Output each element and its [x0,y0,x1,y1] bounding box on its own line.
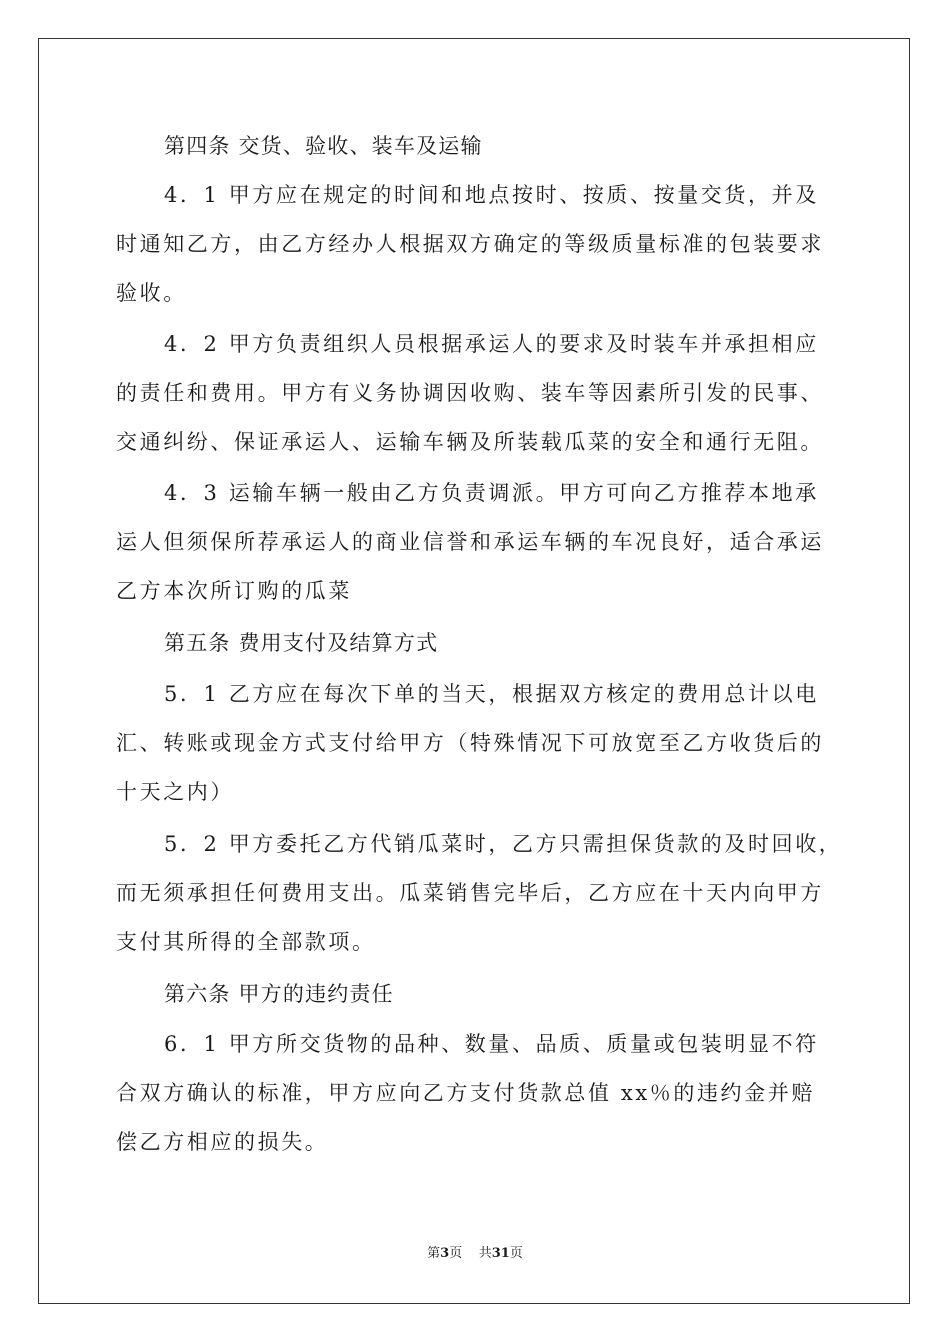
paragraph-line: 汇、转账或现金方式支付给甲方（特殊情况下可放宽至乙方收货后的 [116,731,824,755]
section-heading-4: 第四条 交货、验收、装车及运输 [164,134,483,158]
paragraph-line: 4．3 运输车辆一般由乙方负责调派。甲方可向乙方推荐本地承 [164,481,819,505]
paragraph-line: 十天之内） [116,780,234,804]
paragraph-line: 时通知乙方，由乙方经办人根据双方确定的等级质量标准的包装要求 [116,232,824,256]
paragraph-line: 合双方确认的标准，甲方应向乙方支付货款总值 xx％的违约金并赔 [116,1081,815,1105]
paragraph-line: 交通纠纷、保证承运人、运输车辆及所装载瓜菜的安全和通行无阻。 [116,430,824,454]
paragraph-line: 乙方本次所订购的瓜菜 [116,579,352,603]
paragraph-line: 4．1 甲方应在规定的时间和地点按时、按质、按量交货，并及 [164,183,819,207]
paragraph-line: 6．1 甲方所交货物的品种、数量、品质、质量或包装明显不符 [164,1032,819,1056]
paragraph-line: 支付其所得的全部款项。 [116,930,376,954]
total-prefix: 共 [478,1246,492,1261]
page-suffix: 页 [449,1246,463,1261]
page-prefix: 第 [427,1246,441,1261]
total-suffix: 页 [509,1246,523,1261]
paragraph-line: 验收。 [116,281,187,305]
section-heading-5: 第五条 费用支付及结算方式 [164,631,439,655]
paragraph-line: 而无须承担任何费用支出。瓜菜销售完毕后，乙方应在十天内向甲方 [116,881,824,905]
paragraph-line: 5．1 乙方应在每次下单的当天，根据双方核定的费用总计以电 [164,682,819,706]
paragraph-line: 偿乙方相应的损失。 [116,1130,329,1154]
section-heading-6: 第六条 甲方的违约责任 [164,982,394,1006]
paragraph-line: 5．2 甲方委托乙方代销瓜菜时，乙方只需担保货款的及时回收， [164,832,843,856]
page-number: 3 [440,1246,450,1261]
paragraph-line: 4．2 甲方负责组织人员根据承运人的要求及时装车并承担相应 [164,332,819,356]
paragraph-line: 运人但须保所荐承运人的商业信誉和承运车辆的车况良好，适合承运 [116,530,824,554]
total-pages: 31 [491,1246,510,1261]
page-footer [0,1245,950,1263]
paragraph-line: 的责任和费用。甲方有义务协调因收购、装车等因素所引发的民事、 [116,381,824,405]
